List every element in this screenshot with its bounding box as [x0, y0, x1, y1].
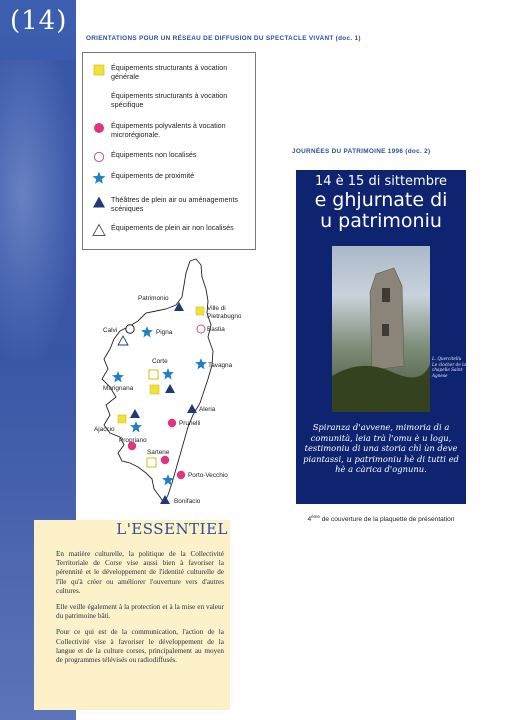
place-ville-di-pietrabugno: Ville di Pietrabugno — [207, 305, 242, 320]
poster-title-line-1: e ghjurnate di — [314, 189, 448, 211]
marker-pietrabugno-structurant — [196, 307, 204, 315]
blank-symbol-icon — [91, 91, 107, 105]
place-bonifacio: Bonifacio — [174, 498, 201, 505]
marker-calvi-circle — [126, 325, 134, 333]
essentiel-paragraph-1: En matière culturelle, la politique de la Collectivité Territoriale de Corse vise aussi bien à favoriser la pérennité et le développement de l'identité culturelle de l'île qu'à créer ou améliorer l'ouverture vers d'autres cultures. — [56, 550, 224, 595]
essentiel-paragraph-2: Elle veille également à la protection et à la mise en valeur du patrimoine bâti. — [56, 603, 224, 621]
poster-title — [296, 190, 466, 232]
navy-triangle-icon — [91, 195, 107, 209]
hollow-triangle-icon — [91, 223, 107, 237]
legend-item-plein-air-non-localises — [91, 223, 251, 237]
patrimoine-poster — [296, 170, 466, 504]
essentiel-title: L'ESSENTIEL — [116, 520, 228, 538]
poster-photo-caption: L. Quercitellu Le clocher de la chapelle Saint-Agnese — [432, 356, 466, 378]
caption-text: de couverture de la plaquette de présentation — [319, 516, 455, 524]
place-aleria: Aleria — [199, 406, 216, 413]
map-legend — [82, 52, 256, 250]
doc1-title: ORIENTATIONS POUR UN RÉSEAU DE DIFFUSION DU SPECTACLE VIVANT (doc. 1) — [86, 35, 361, 42]
bell-tower-illustration — [332, 246, 430, 412]
place-porto-vecchio: Porto-Vecchio — [188, 472, 228, 479]
place-sartene: Sartene — [147, 449, 170, 456]
portrait-photo — [0, 60, 76, 360]
place-corte: Corte — [152, 358, 168, 365]
marker-sartene-circle — [161, 456, 169, 464]
legend-label: Équipements structurants à vocation spécifique — [111, 91, 228, 109]
legend-item-structurants-specifique — [91, 91, 251, 109]
legend-label: Équipements de plein air non localisés — [111, 223, 234, 232]
page-number: (14) — [10, 6, 68, 36]
hollow-circle-icon — [91, 150, 107, 164]
legend-item-non-localises — [91, 150, 251, 164]
marker-prunelli-circle — [168, 419, 176, 427]
place-calvi: Calvi — [103, 327, 118, 334]
yellow-square-icon — [91, 63, 107, 77]
corsica-outline-svg — [80, 255, 280, 510]
place-ajaccio: Ajaccio — [94, 426, 115, 433]
legend-label: Équipements de proximité — [111, 171, 195, 180]
essentiel-box — [34, 520, 230, 710]
place-prunelli: Prunelli — [179, 420, 201, 427]
poster-date: 14 è 15 di sittembre — [314, 174, 448, 189]
legend-item-proximite — [91, 171, 251, 185]
place-patrimonio: Patrimonio — [138, 295, 169, 302]
legend-item-polyvalents — [91, 121, 251, 139]
legend-label: Théâtres de plein air ou aménagements scéniques — [111, 195, 239, 213]
place-bastia: Bastia — [207, 326, 225, 333]
poster-corsican-text: Spiranza d'avvene, mimoria di a comunità, leia trà l'omu è u logu, testimoniu di una storia chì ùn deve piantassi, u patrimoniu hè di tutti ed hè a càrica d'ognunu. — [303, 422, 459, 474]
caption-number: 4 — [307, 516, 312, 524]
place-propriano: Propriano — [119, 437, 147, 444]
legend-item-structurants-generale — [91, 63, 251, 81]
doc2-title: JOURNÉES DU PATRIMOINE 1996 (doc. 2) — [292, 148, 431, 155]
marker-ajaccio-square — [118, 415, 126, 423]
legend-item-theatres — [91, 195, 251, 213]
essentiel-paragraph-3: Pour ce qui est de la communication, l'action de la Collectivité vise à favoriser le développement de la langue et de la culture corses, principalement au moyen de programmes télévisés ou radiodiffusés. — [56, 628, 224, 665]
marker-corte-square — [149, 370, 158, 379]
pink-circle-icon — [91, 121, 107, 135]
legend-label: Équipements structurants à vocation générale — [111, 63, 228, 81]
place-pigna: Pigna — [156, 329, 173, 336]
marker-portovecchio-circle — [177, 471, 185, 479]
poster-caption — [296, 512, 466, 524]
legend-label: Équipements non localisés — [111, 150, 197, 159]
place-marignana: Marignana — [103, 385, 134, 392]
chapel-bell-tower-photo — [332, 246, 430, 412]
corsica-map — [80, 255, 280, 510]
essentiel-body — [56, 550, 224, 672]
marker-corte-square-2 — [150, 385, 159, 394]
caption-superscript: ème — [311, 514, 320, 519]
poster-title-line-2: u patrimoniu — [320, 210, 442, 232]
marker-sartene-square — [147, 458, 156, 467]
place-tavagna: Tavagna — [208, 362, 233, 369]
blue-star-icon — [91, 171, 107, 185]
marker-bastia-non-localise — [197, 325, 205, 333]
legend-label: Équipements polyvalents à vocation microrégionale. — [111, 121, 226, 139]
